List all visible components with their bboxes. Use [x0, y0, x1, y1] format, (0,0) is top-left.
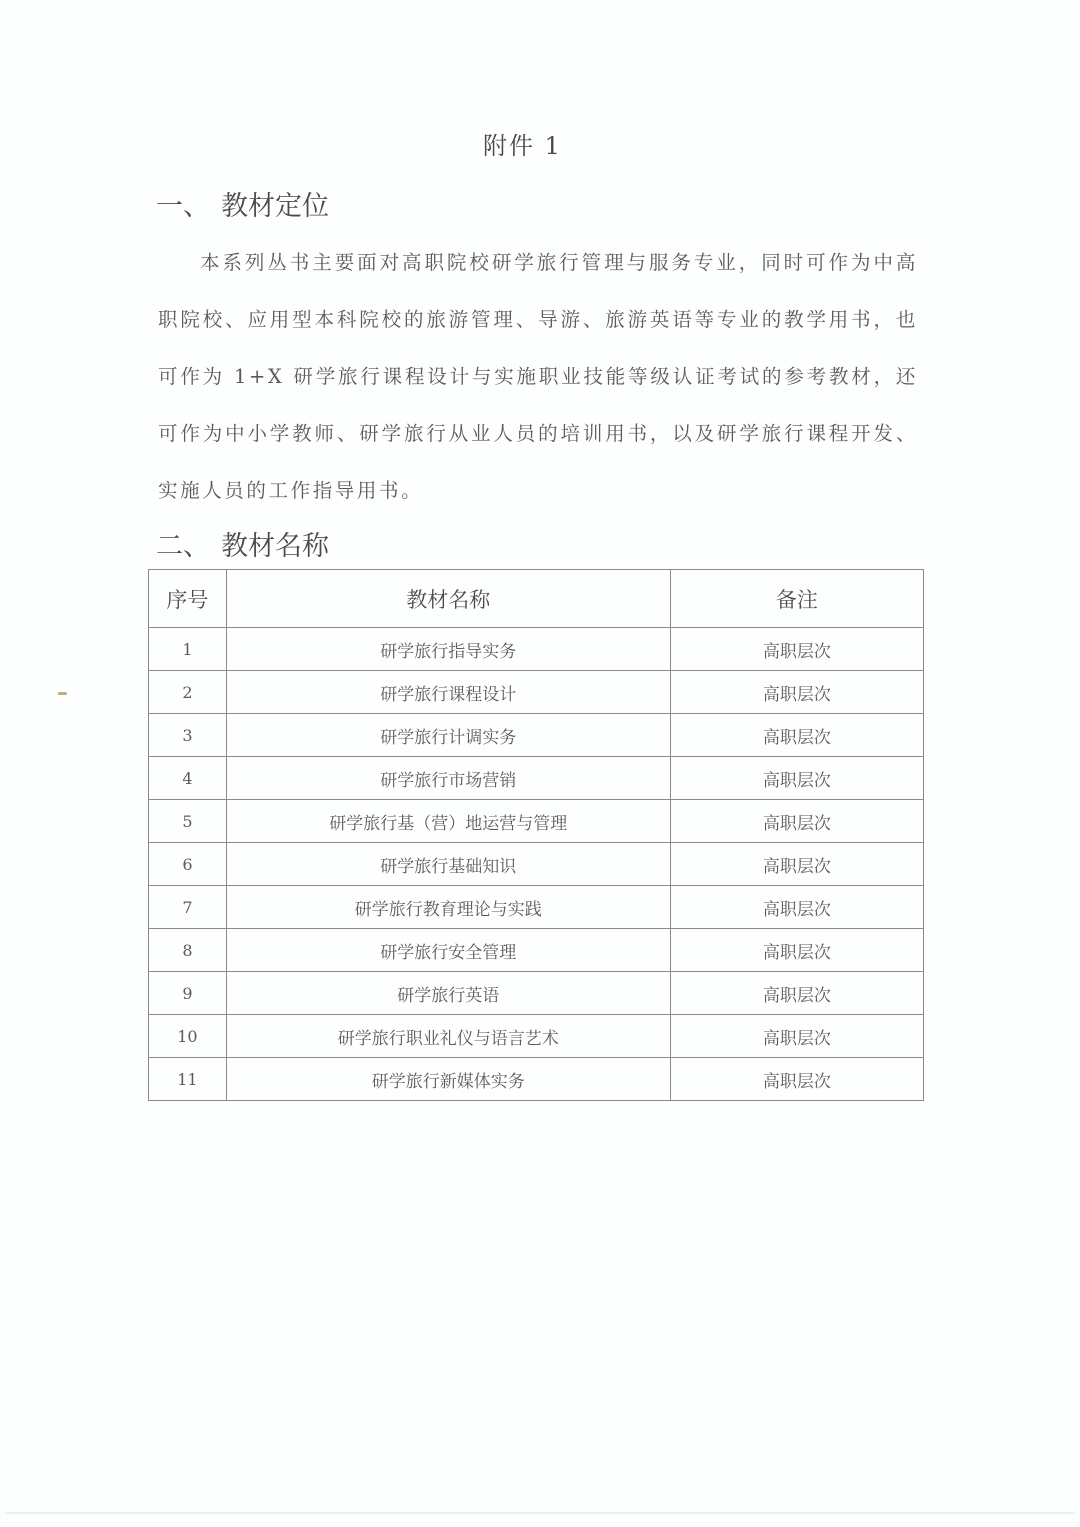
table-row [149, 671, 924, 714]
cell-index: 8 [149, 929, 227, 972]
section-number: 二、 [156, 531, 210, 562]
section-heading-positioning [156, 184, 329, 223]
scan-bottom-edge [5, 1512, 1075, 1514]
cell-index: 7 [149, 886, 227, 929]
cell-note: 高职层次 [670, 800, 923, 843]
cell-name: 研学旅行英语 [226, 972, 670, 1015]
cell-index: 11 [149, 1058, 227, 1101]
cell-name: 研学旅行市场营销 [226, 757, 670, 800]
cell-name: 研学旅行指导实务 [226, 628, 670, 671]
cell-name: 研学旅行教育理论与实践 [226, 886, 670, 929]
textbook-table [148, 569, 924, 1101]
cell-index: 2 [149, 671, 227, 714]
cell-index: 1 [149, 628, 227, 671]
cell-name: 研学旅行课程设计 [226, 671, 670, 714]
cell-name: 研学旅行计调实务 [226, 714, 670, 757]
header-name: 教材名称 [226, 570, 670, 628]
cell-index: 6 [149, 843, 227, 886]
table-row [149, 628, 924, 671]
table-row [149, 843, 924, 886]
attachment-title: 附件 1 [483, 132, 562, 160]
positioning-paragraph: 本系列丛书主要面对高职院校研学旅行管理与服务专业，同时可作为中高职院校、应用型本科院校的旅游管理、导游、旅游英语等专业的教学用书，也可作为 1+X 研学旅行课程设计与实施职业技能等级认证考试的参考教材，还可作为中小学教师、研学旅行从业人员的培训用书，以及研学旅行课程开发、实施人员的工作指导用书。 [158, 251, 918, 502]
cell-note: 高职层次 [670, 843, 923, 886]
table-row [149, 886, 924, 929]
section-title: 教材名称 [221, 531, 329, 562]
section-heading-names [156, 524, 329, 563]
cell-name: 研学旅行基（营）地运营与管理 [226, 800, 670, 843]
header-index: 序号 [149, 570, 227, 628]
cell-note: 高职层次 [670, 1058, 923, 1101]
cell-index: 3 [149, 714, 227, 757]
header-note: 备注 [670, 570, 923, 628]
scan-speck [58, 692, 67, 695]
table-row [149, 972, 924, 1015]
cell-note: 高职层次 [670, 929, 923, 972]
cell-index: 9 [149, 972, 227, 1015]
cell-note: 高职层次 [670, 1015, 923, 1058]
section-title: 教材定位 [221, 191, 329, 222]
cell-note: 高职层次 [670, 972, 923, 1015]
cell-name: 研学旅行基础知识 [226, 843, 670, 886]
table-row [149, 714, 924, 757]
cell-name: 研学旅行职业礼仪与语言艺术 [226, 1015, 670, 1058]
cell-note: 高职层次 [670, 886, 923, 929]
cell-note: 高职层次 [670, 671, 923, 714]
cell-index: 5 [149, 800, 227, 843]
cell-index: 10 [149, 1015, 227, 1058]
table-row [149, 929, 924, 972]
cell-name: 研学旅行安全管理 [226, 929, 670, 972]
section-number: 一、 [156, 191, 210, 222]
table-header-row [149, 570, 924, 628]
table-row [149, 1015, 924, 1058]
table-row [149, 800, 924, 843]
cell-name: 研学旅行新媒体实务 [226, 1058, 670, 1101]
cell-note: 高职层次 [670, 757, 923, 800]
table-row [149, 1058, 924, 1101]
cell-note: 高职层次 [670, 714, 923, 757]
cell-index: 4 [149, 757, 227, 800]
cell-note: 高职层次 [670, 628, 923, 671]
table-row [149, 757, 924, 800]
